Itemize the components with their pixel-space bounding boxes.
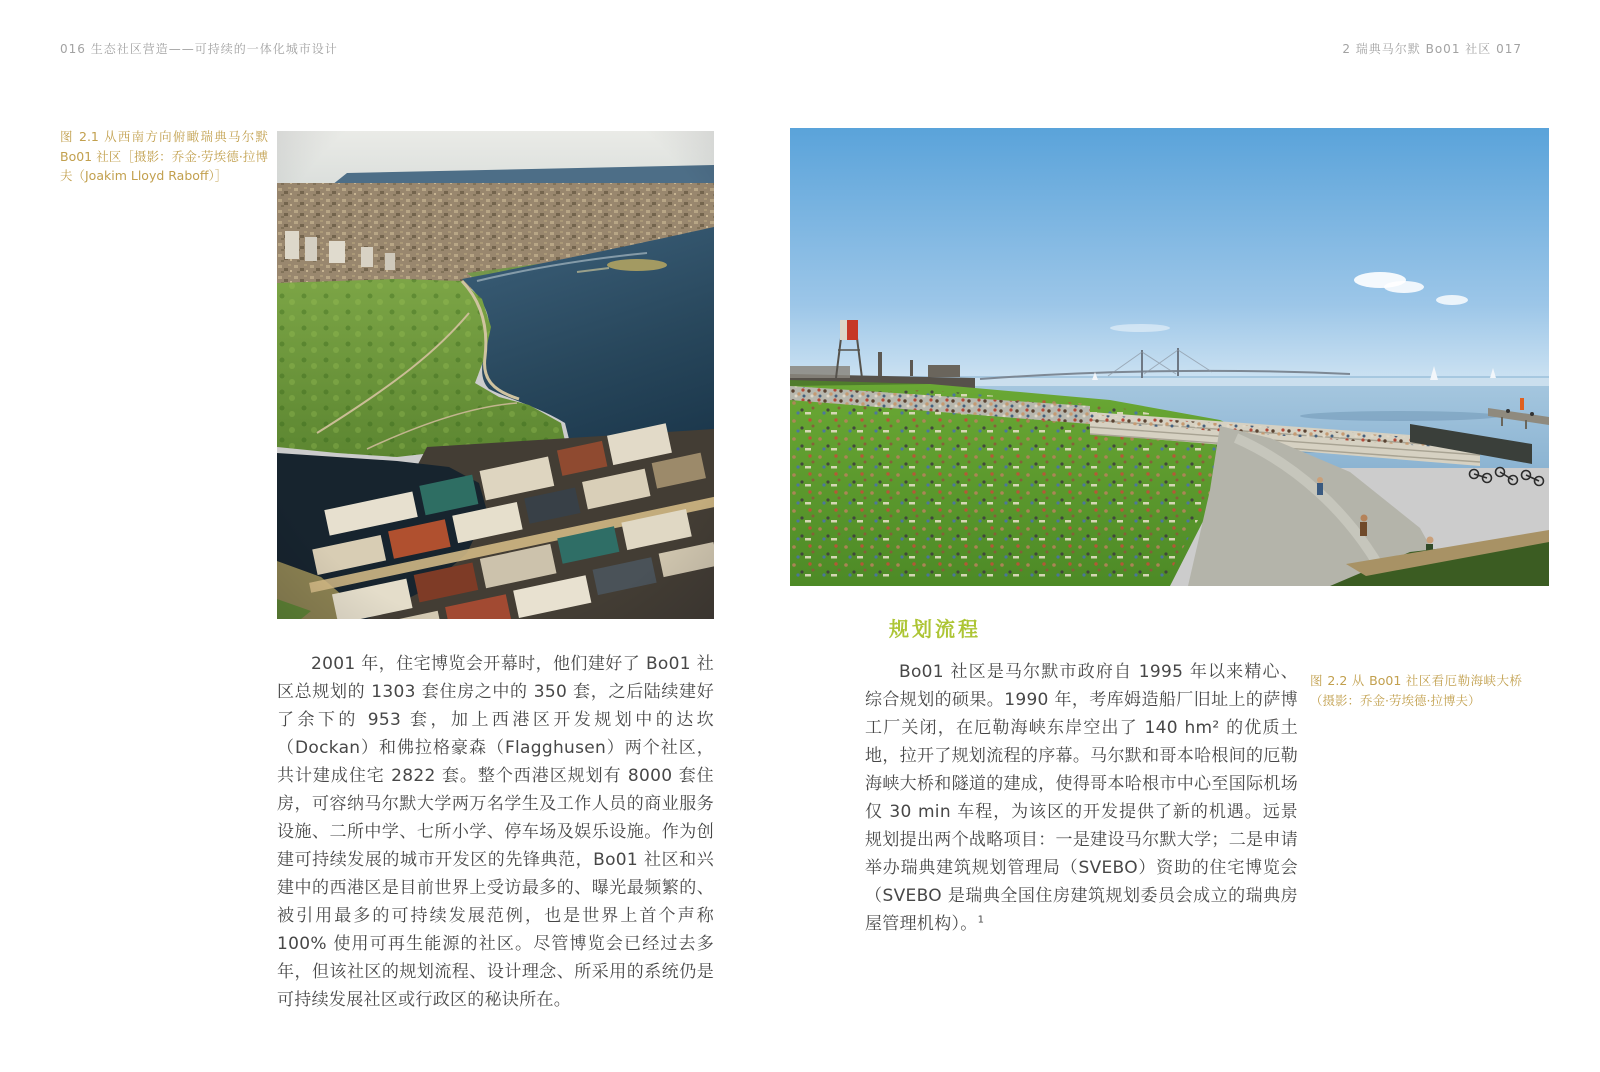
left-page-running-header: 016 生态社区营造——可持续的一体化城市设计 bbox=[60, 42, 338, 56]
figure-2-1-aerial-photo bbox=[277, 131, 714, 619]
section-heading-planning-process: 规划流程 bbox=[889, 617, 981, 641]
left-page-body-paragraph: 2001 年，住宅博览会开幕时，他们建好了 Bo01 社区总规划的 1303 套住房之中的 350 套，之后陆续建好了余下的 953 套，加上西港区开发规划中的达坎（Dockan）和佛拉格豪森（Flagghusen）两个社区，共计建成住宅 2822 套。整个西港区规划有 8000 套住房，可容纳马尔默大学两万名学生及工作人员的商业服务设施、二所中学、七所小学、停车场及娱乐设施。作为创建可持续发展的城市开发区的先锋典范，Bo01 社区和兴建中的西港区是目前世界上受访最多的、曝光最频繁的、被引用最多的可持续发展范例，也是世界上首个声称 100% 使用可再生能源的社区。尽管博览会已经过去多年，但该社区的规划流程、设计理念、所采用的系统仍是可持续发展社区或行政区的秘诀所在。 bbox=[277, 654, 714, 1010]
right-paragraph-text: Bo01 社区是马尔默市政府自 1995 年以来精心、综合规划的硕果。1990 年，考库姆造船厂旧址上的萨博工厂关闭，在厄勒海峡东岸空出了 140 hm² 的优质土地，拉开了规划流程的序幕。马尔默和哥本哈根间的厄勒海峡大桥和隧道的建成，使得哥本哈根市中心至国际机场仅 30 min 车程，为该区的开发提供了新的机遇。远景规划提出两个战略项目：一是建设马尔默大学；二是申请举办瑞典建筑规划管理局（SVEBO）资助的住宅博览会（SVEBO 是瑞典全国住房建筑规划委员会成立的瑞典房屋管理机构）。 bbox=[865, 662, 1298, 934]
figure-2-2-waterfront-photo bbox=[790, 128, 1549, 586]
right-page-body-paragraph bbox=[865, 658, 1298, 938]
aerial-photo-illustration bbox=[277, 131, 714, 619]
figure-2-2-caption: 图 2.2 从 Bo01 社区看厄勒海峡大桥（摄影：乔金·劳埃德·拉博夫） bbox=[1310, 673, 1522, 708]
right-page-running-header: 2 瑞典马尔默 Bo01 社区 017 bbox=[1342, 42, 1522, 56]
figure-2-1-caption: 图 2.1 从西南方向俯瞰瑞典马尔默 Bo01 社区［摄影：乔金·劳埃德·拉博夫（Joakim Lloyd Raboff）］ bbox=[60, 129, 268, 183]
bicycles bbox=[1470, 468, 1544, 486]
sky bbox=[790, 128, 1549, 380]
waterfront-photo-illustration bbox=[790, 128, 1549, 586]
footnote-marker: 1 bbox=[977, 914, 985, 926]
